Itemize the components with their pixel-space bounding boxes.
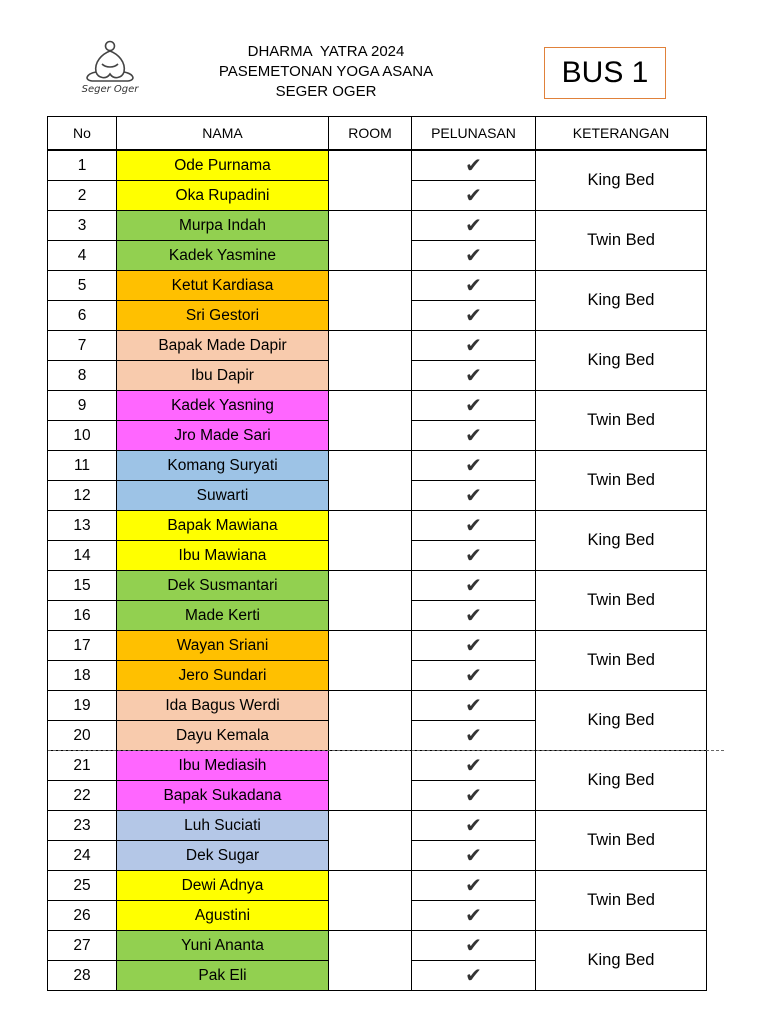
checkmark-icon: ✔ bbox=[412, 481, 536, 511]
checkmark-icon: ✔ bbox=[412, 571, 536, 601]
checkmark-icon: ✔ bbox=[412, 301, 536, 331]
table-row bbox=[48, 271, 707, 301]
checkmark-icon: ✔ bbox=[412, 451, 536, 481]
table-row bbox=[48, 511, 707, 541]
row-number: 17 bbox=[48, 631, 117, 661]
heading-line-2: PASEMETONAN YOGA ASANA bbox=[218, 63, 434, 80]
participant-name: Sri Gestori bbox=[117, 301, 329, 331]
checkmark-icon: ✔ bbox=[412, 241, 536, 271]
checkmark-icon: ✔ bbox=[412, 361, 536, 391]
participant-table bbox=[47, 116, 707, 991]
participant-name: Kadek Yasning bbox=[117, 391, 329, 421]
checkmark-icon: ✔ bbox=[412, 661, 536, 691]
row-number: 27 bbox=[48, 931, 117, 961]
row-number: 9 bbox=[48, 391, 117, 421]
participant-name: Pak Eli bbox=[117, 961, 329, 991]
keterangan-cell: King Bed bbox=[536, 691, 707, 751]
row-number: 21 bbox=[48, 751, 117, 781]
table-row bbox=[48, 150, 707, 181]
checkmark-icon: ✔ bbox=[412, 421, 536, 451]
checkmark-icon: ✔ bbox=[412, 631, 536, 661]
participant-name: Ketut Kardiasa bbox=[117, 271, 329, 301]
checkmark-icon: ✔ bbox=[412, 871, 536, 901]
seger-oger-logo bbox=[72, 38, 148, 100]
table-row bbox=[48, 871, 707, 901]
table-row bbox=[48, 451, 707, 481]
table-row bbox=[48, 211, 707, 241]
row-number: 13 bbox=[48, 511, 117, 541]
checkmark-icon: ✔ bbox=[412, 901, 536, 931]
participant-name: Bapak Made Dapir bbox=[117, 331, 329, 361]
participant-name: Agustini bbox=[117, 901, 329, 931]
keterangan-cell: Twin Bed bbox=[536, 451, 707, 511]
checkmark-icon: ✔ bbox=[412, 181, 536, 211]
keterangan-cell: Twin Bed bbox=[536, 391, 707, 451]
keterangan-cell: King Bed bbox=[536, 931, 707, 991]
row-number: 24 bbox=[48, 841, 117, 871]
yoga-figure-icon bbox=[72, 38, 148, 86]
room-cell bbox=[329, 271, 412, 331]
room-cell bbox=[329, 871, 412, 931]
table-header-row bbox=[48, 117, 707, 151]
participant-name: Jero Sundari bbox=[117, 661, 329, 691]
keterangan-cell: King Bed bbox=[536, 150, 707, 211]
participant-name: Yuni Ananta bbox=[117, 931, 329, 961]
column-header-keterangan: KETERANGAN bbox=[536, 117, 707, 151]
room-cell bbox=[329, 211, 412, 271]
row-number: 6 bbox=[48, 301, 117, 331]
row-number: 22 bbox=[48, 781, 117, 811]
participant-name: Dek Susmantari bbox=[117, 571, 329, 601]
participant-name: Bapak Sukadana bbox=[117, 781, 329, 811]
keterangan-cell: King Bed bbox=[536, 331, 707, 391]
row-number: 20 bbox=[48, 721, 117, 751]
participant-name: Ibu Mawiana bbox=[117, 541, 329, 571]
keterangan-cell: Twin Bed bbox=[536, 811, 707, 871]
column-header-pelunasan: PELUNASAN bbox=[412, 117, 536, 151]
table-row bbox=[48, 691, 707, 721]
participant-name: Suwarti bbox=[117, 481, 329, 511]
participant-name: Dayu Kemala bbox=[117, 721, 329, 751]
logo-text: Seger Oger bbox=[81, 84, 139, 95]
participant-name: Ibu Mediasih bbox=[117, 751, 329, 781]
participant-name: Jro Made Sari bbox=[117, 421, 329, 451]
participant-name: Ida Bagus Werdi bbox=[117, 691, 329, 721]
checkmark-icon: ✔ bbox=[412, 271, 536, 301]
row-number: 7 bbox=[48, 331, 117, 361]
participant-name: Bapak Mawiana bbox=[117, 511, 329, 541]
row-number: 12 bbox=[48, 481, 117, 511]
row-number: 4 bbox=[48, 241, 117, 271]
row-number: 15 bbox=[48, 571, 117, 601]
row-number: 1 bbox=[48, 150, 117, 181]
checkmark-icon: ✔ bbox=[412, 541, 536, 571]
checkmark-icon: ✔ bbox=[412, 811, 536, 841]
row-number: 11 bbox=[48, 451, 117, 481]
keterangan-cell: Twin Bed bbox=[536, 871, 707, 931]
participant-name: Murpa Indah bbox=[117, 211, 329, 241]
row-number: 23 bbox=[48, 811, 117, 841]
room-cell bbox=[329, 571, 412, 631]
participant-name: Komang Suryati bbox=[117, 451, 329, 481]
checkmark-icon: ✔ bbox=[412, 150, 536, 181]
row-number: 19 bbox=[48, 691, 117, 721]
room-cell bbox=[329, 391, 412, 451]
participant-name: Oka Rupadini bbox=[117, 181, 329, 211]
table-row bbox=[48, 391, 707, 421]
room-cell bbox=[329, 691, 412, 751]
table-row bbox=[48, 931, 707, 961]
checkmark-icon: ✔ bbox=[412, 331, 536, 361]
checkmark-icon: ✔ bbox=[412, 601, 536, 631]
column-header-nama: NAMA bbox=[117, 117, 329, 151]
room-cell bbox=[329, 150, 412, 211]
checkmark-icon: ✔ bbox=[412, 211, 536, 241]
heading-line-1: DHARMA YATRA 2024 bbox=[247, 43, 405, 60]
room-cell bbox=[329, 451, 412, 511]
bus-label: BUS 1 bbox=[544, 47, 666, 99]
keterangan-cell: Twin Bed bbox=[536, 571, 707, 631]
row-number: 16 bbox=[48, 601, 117, 631]
participant-name: Ode Purnama bbox=[117, 150, 329, 181]
checkmark-icon: ✔ bbox=[412, 751, 536, 781]
row-number: 25 bbox=[48, 871, 117, 901]
checkmark-icon: ✔ bbox=[412, 511, 536, 541]
table-row bbox=[48, 631, 707, 661]
row-number: 26 bbox=[48, 901, 117, 931]
room-cell bbox=[329, 511, 412, 571]
participant-name: Kadek Yasmine bbox=[117, 241, 329, 271]
document-heading bbox=[180, 42, 472, 102]
row-number: 10 bbox=[48, 421, 117, 451]
room-cell bbox=[329, 631, 412, 691]
page-break-divider bbox=[48, 750, 724, 751]
keterangan-cell: Twin Bed bbox=[536, 211, 707, 271]
keterangan-cell: King Bed bbox=[536, 271, 707, 331]
participant-name: Wayan Sriani bbox=[117, 631, 329, 661]
row-number: 2 bbox=[48, 181, 117, 211]
heading-line-3: SEGER OGER bbox=[275, 83, 377, 100]
room-cell bbox=[329, 811, 412, 871]
room-cell bbox=[329, 931, 412, 991]
column-header-room: ROOM bbox=[329, 117, 412, 151]
table-row bbox=[48, 811, 707, 841]
checkmark-icon: ✔ bbox=[412, 781, 536, 811]
checkmark-icon: ✔ bbox=[412, 391, 536, 421]
row-number: 5 bbox=[48, 271, 117, 301]
row-number: 18 bbox=[48, 661, 117, 691]
table-row bbox=[48, 751, 707, 781]
participant-name: Ibu Dapir bbox=[117, 361, 329, 391]
keterangan-cell: King Bed bbox=[536, 511, 707, 571]
keterangan-cell: Twin Bed bbox=[536, 631, 707, 691]
row-number: 3 bbox=[48, 211, 117, 241]
checkmark-icon: ✔ bbox=[412, 721, 536, 751]
room-cell bbox=[329, 751, 412, 811]
row-number: 14 bbox=[48, 541, 117, 571]
participant-name: Made Kerti bbox=[117, 601, 329, 631]
row-number: 8 bbox=[48, 361, 117, 391]
row-number: 28 bbox=[48, 961, 117, 991]
table-row bbox=[48, 331, 707, 361]
keterangan-cell: King Bed bbox=[536, 751, 707, 811]
room-cell bbox=[329, 331, 412, 391]
column-header-no: No bbox=[48, 117, 117, 151]
participant-name: Dewi Adnya bbox=[117, 871, 329, 901]
participant-name: Dek Sugar bbox=[117, 841, 329, 871]
table-row bbox=[48, 571, 707, 601]
checkmark-icon: ✔ bbox=[412, 691, 536, 721]
checkmark-icon: ✔ bbox=[412, 931, 536, 961]
checkmark-icon: ✔ bbox=[412, 841, 536, 871]
checkmark-icon: ✔ bbox=[412, 961, 536, 991]
participant-name: Luh Suciati bbox=[117, 811, 329, 841]
